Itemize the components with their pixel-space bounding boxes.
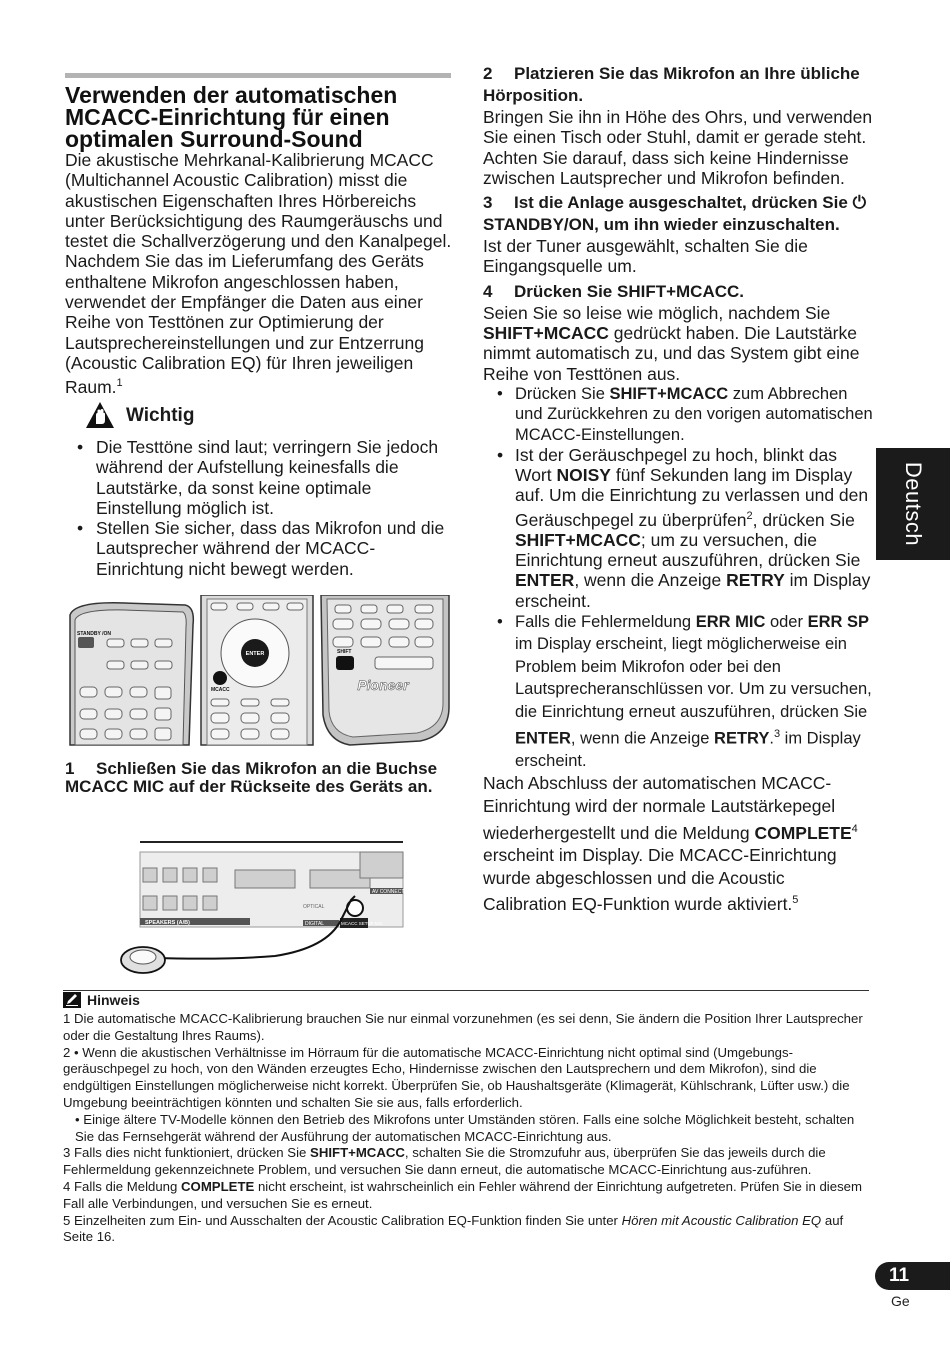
text: Falls die Fehlermeldung: [515, 613, 692, 632]
page-number: 11: [889, 1265, 910, 1286]
important-label: Wichtig: [126, 405, 195, 426]
note-pencil-icon: [63, 992, 81, 1008]
list-item-text: Die Testtöne sind laut; verringern Sie jedoch während der Aufstellung keinesfalls die Lautstärke, da sonst keine optimale Einstellung möglich ist.: [96, 437, 439, 518]
step-number: 4: [483, 281, 493, 301]
footnote-ref: 2: [746, 509, 753, 522]
step-4-text: [483, 303, 873, 384]
mcacc-button: [213, 671, 227, 685]
mic-jack-label: MCACC SETUP MIC: [341, 921, 384, 926]
page-number-badge: [875, 1262, 950, 1290]
right-column: [483, 63, 873, 916]
step-2-heading: [483, 63, 873, 107]
footnote-ref: 3: [773, 728, 781, 741]
text: nicht erscheint, ist wahrscheinlich ein Fehler während der Einrichtung aufgetreten. Prüfen Sie in diesem Fall alle Verbindungen, und versuchen Sie es erneut.: [63, 1178, 862, 1211]
emphasis: RETRY: [726, 570, 785, 591]
text: auf Seite 16.: [63, 1212, 844, 1245]
list-item: [65, 518, 455, 579]
footnote-ref: 5: [792, 894, 799, 907]
side-tab-label: Deutsch: [901, 461, 926, 547]
step-heading-text: Platzieren Sie das Mikrofon an Ihre übliche Hörposition.: [483, 64, 860, 105]
step-2-note: Achten Sie darauf, dass sich keine Hindernisse zwischen Lautsprecher und Mikrofon befinden.: [483, 147, 849, 188]
emphasis: SHIFT+MCACC: [515, 529, 641, 550]
emphasis: ERR MIC: [695, 613, 766, 632]
optical-label: OPTICAL: [303, 904, 325, 910]
pioneer-logo: Pioneer: [357, 677, 409, 693]
title-rule: [65, 73, 451, 78]
text: , wenn die Anzeige: [570, 729, 710, 748]
notes-label: Hinweis: [87, 992, 140, 1008]
emphasis: ENTER: [515, 570, 575, 591]
text: Nach Abschluss der automatischen MCACC-Einrichtung wird der normale Lautstärkepegel wiederhergestellt und die Meldung: [483, 773, 836, 843]
list-item-text: Stellen Sie sicher, dass das Mikrofon und die Lautsprecher während der MCACC-Einrichtung nicht bewegt werden.: [96, 518, 445, 579]
step-heading-text: STANDBY/ON, um ihn wieder einzuschalten.: [483, 215, 840, 235]
footnote-4: [63, 1179, 871, 1213]
emphasis: SHIFT+MCACC: [609, 384, 729, 403]
digital-label: DIGITAL: [305, 921, 325, 927]
emphasis: ENTER: [515, 729, 571, 748]
important-header: [84, 400, 194, 432]
bullet-icon: •: [77, 518, 84, 539]
text: im Display erscheint.: [515, 570, 871, 611]
title-line: optimalen Surround-Sound: [65, 126, 363, 152]
text: gedrückt haben. Die Lautstärke nimmt automatisch zu, und das System gibt eine Reihe von Testtönen aus.: [483, 323, 860, 384]
step-heading-text: Ist die Anlage ausgeschaltet, drücken Sie: [514, 193, 848, 213]
footnote-3: [63, 1145, 871, 1179]
bullet-icon: •: [497, 384, 503, 403]
italic-reference: Hören mit Acoustic Calibration EQ: [621, 1212, 822, 1228]
final-paragraph: [483, 772, 873, 915]
footnotes: [63, 1011, 871, 1246]
emphasis: SHIFT+MCACC: [310, 1145, 405, 1161]
bullet-icon: •: [497, 444, 504, 465]
remote-center-panel: [201, 595, 313, 745]
text: 3 Falls dies nicht funktioniert, drücken Sie: [63, 1145, 307, 1161]
emphasis: SHIFT+MCACC: [483, 323, 609, 344]
bullet-icon: •: [77, 437, 84, 457]
list-item: [483, 445, 873, 611]
footnote-1: 1 Die automatische MCACC-Kalibrierung brauchen Sie nur einmal vorzunehmen (es sei denn, Sie ändern die Position Ihrer Lautsprecher oder die Gestaltung Ihres Raums).: [63, 1011, 863, 1043]
footnote-ref: 1: [116, 377, 123, 390]
step-4-bullets: [483, 384, 873, 772]
emphasis: COMPLETE: [754, 822, 852, 843]
emphasis: RETRY: [714, 729, 770, 748]
step-heading-text: Drücken Sie SHIFT+MCACC.: [514, 281, 745, 301]
footnote-ref: 4: [851, 822, 858, 835]
text: Ist der Geräuschpegel zu hoch, blinkt das Wort: [515, 444, 837, 486]
title-line: Verwenden der automatischen: [65, 82, 398, 108]
text: 4 Falls die Meldung: [63, 1178, 178, 1194]
step-3-heading: [483, 192, 873, 236]
step-2-text: Bringen Sie ihn in Höhe des Ohrs, und verwenden Sie einen Tisch oder Stuhl, damit er gerade steht.: [483, 107, 873, 148]
notes-separator: [63, 990, 869, 991]
shift-button: [336, 656, 354, 670]
remote-control-illustration: [65, 595, 452, 747]
standby-label: STANDBY /ON: [77, 631, 111, 637]
step-heading: Schließen Sie das Mikrofon an die Buchse MCACC MIC auf der Rückseite des Geräts an.: [65, 759, 438, 796]
footnote-5: [63, 1213, 871, 1247]
standby-button: [78, 637, 94, 648]
text: erscheint im Display. Die MCACC-Einrichtung wurde abgeschlossen und die Acoustic Calibration EQ-Funktion wurde aktiviert.: [483, 845, 837, 915]
step-4-heading: [483, 281, 873, 303]
text: , wenn die Anzeige: [574, 570, 722, 591]
text: Drücken Sie: [515, 384, 605, 403]
text: .: [769, 729, 774, 748]
list-item: [65, 437, 455, 518]
important-list: [65, 437, 455, 579]
shift-label: SHIFT: [337, 649, 352, 655]
page-language-code: Ge: [891, 1293, 910, 1309]
language-side-tab: [876, 448, 950, 560]
step-number: 2: [483, 64, 493, 83]
text: im Display erscheint, liegt möglicherweise ein Problem beim Mikrofon oder bei den Lautsprecheranschlüssen vor. Um zu versuchen, die Einrichtung erneut auszuführen, drücken Sie: [515, 635, 872, 721]
bullet-icon: •: [497, 613, 503, 632]
emphasis: ERR SP: [807, 613, 870, 632]
text: ; um zu versuchen, die Einrichtung erneut auszuführen, drücken Sie: [515, 529, 861, 571]
enter-label: ENTER: [245, 651, 265, 657]
text: zum Abbrechen und Zurückkehren zu den vorigen automatischen MCACC-Einstellungen.: [515, 384, 873, 444]
footnote-2b: • Einige ältere TV-Modelle können den Betrieb des Mikrofons unter Umständen stören. Falls eine solche Möglichkeit besteht, schalten Sie das Fernsehgerät während der Ausführung der automatischen MCACC-Einrichtung aus.: [75, 1111, 855, 1144]
step-number: 1: [65, 759, 75, 778]
emphasis: NOISY: [556, 465, 611, 486]
step-1: [65, 760, 455, 796]
notes-header: [63, 992, 140, 1008]
text: fünf Sekunden lang im Display auf. Um die Einrichtung zu verlassen und den Geräuschpegel zu überprüfen: [515, 465, 869, 530]
intro-text: Die akustische Mehrkanal-Kalibrierung MCACC (Multichannel Acoustic Calibration) misst die akustischen Eigenschaften Ihres Hörbereichs unter Berücksichtigung des Raumgeräuschs und testet die Schallverzögerung und den Kanalpegel. Nachdem Sie das im Lieferumfang des Geräts enthaltene Mikrofon angeschlossen haben, verwendet der Empfänger die Daten aus einer Reihe von Testtönen zur Optimierung der Lautsprechereinstellungen und zur Entzerrung (Acoustic Calibration EQ) für Ihren jeweiligen Raum.: [65, 150, 452, 398]
text: 5 Einzelheiten zum Ein- und Ausschalten der Acoustic Calibration EQ-Funktion finden Sie unter: [63, 1212, 618, 1228]
text: , schalten Sie die Stromzufuhr aus, überprüfen Sie das jeweils durch die Fehlermeldung gekennzeichnete Problem, und versuchen Sie dann erneut, die automatische MCACC-Einrichtung aus-zuführen.: [63, 1145, 826, 1178]
warning-hand-icon: [84, 400, 116, 432]
speakers-label: SPEAKERS (A/B): [145, 920, 190, 926]
intro-paragraph: [65, 150, 455, 397]
text: Seien Sie so leise wie möglich, nachdem Sie: [483, 302, 831, 323]
footnote-2: 2 • Wenn die akustischen Verhältnisse im Hörraum für die automatische MCACC-Einrichtung nicht optimal sind (Umgebungs-geräuschpegel zu hoch, von den Wänden erzeugtes Echo, Hindernisse zwischen den Lautsprechern und dem Mikrofon), sind die endgültigen Einstellungen möglicherweise nicht korrekt. Überprüfen Sie, ob Haushaltsgeräte (Klimagerät, Kühlschrank, Lüfter usw.) die Umgebung beeinträchtigen könnten und schalten Sie sie aus, falls erforderlich.: [63, 1044, 850, 1110]
text: , drücken Sie: [752, 509, 855, 530]
remote-right-panel: [321, 595, 449, 745]
step-3-text: Ist der Tuner ausgewählt, schalten Sie die Eingangsquelle um.: [483, 236, 808, 277]
emphasis: COMPLETE: [181, 1178, 255, 1194]
text: im Display erscheint.: [515, 729, 861, 770]
power-icon: ⏻: [852, 193, 867, 213]
text: oder: [769, 613, 803, 632]
mcacc-label: MCACC: [211, 687, 230, 693]
rear-panel-illustration: [115, 830, 405, 980]
section-title: [65, 84, 455, 150]
list-item: [483, 384, 873, 445]
remote-left-panel: [70, 603, 193, 745]
av-connect-label: AV CONNECT: [372, 889, 405, 895]
list-item: [483, 611, 873, 772]
title-line: MCACC-Einrichtung für einen: [65, 104, 390, 130]
step-number: 3: [483, 193, 493, 213]
